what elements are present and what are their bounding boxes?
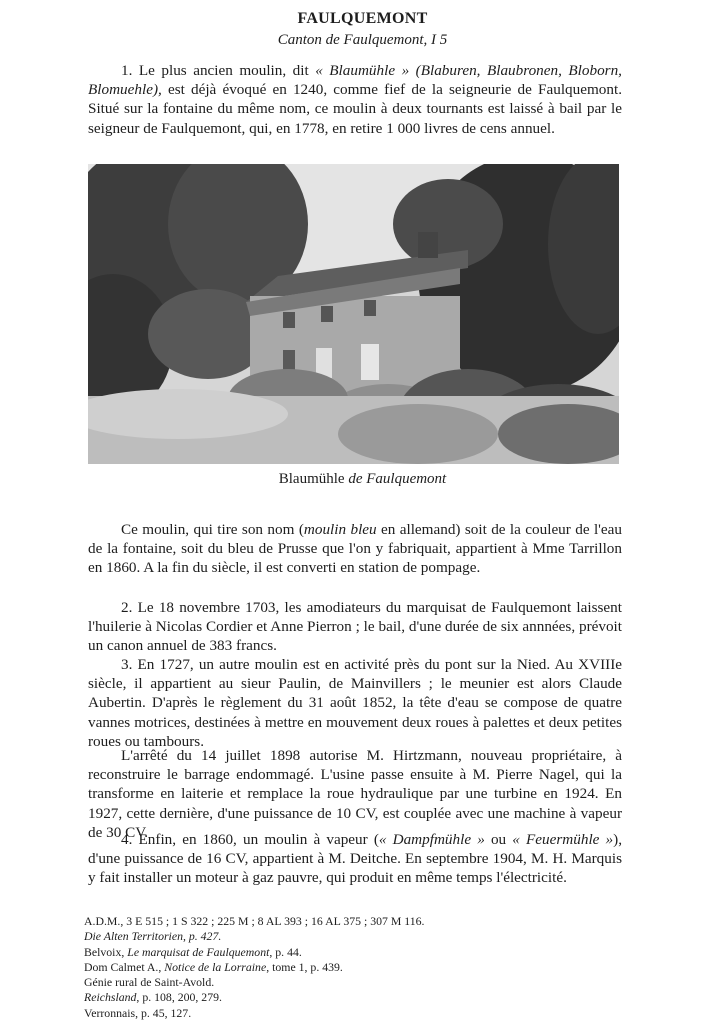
reference-5: Génie rural de Saint-Avold.: [84, 975, 215, 990]
reference-4-title: Notice de la Lorraine: [164, 959, 267, 974]
reference-3: [84, 945, 624, 960]
reference-4-page: , tome 1, p. 439.: [266, 959, 343, 974]
paragraph-6-dampfmuhle: « Dampfmühle »: [378, 831, 485, 848]
reference-7: Verronnais, p. 45, 127.: [84, 1005, 192, 1020]
paragraph-6-feuermuhle: « Feuermühle »: [512, 831, 614, 848]
paragraph-1-text-c: est déjà évoqué en 1240, comme fief de la seigneurie de Faulquemont. Situé sur la fontaine du même nom, ce moulin à deux tournants est laissé à bail par le seigneur de Faulquemont, qui, en 1778, en retire 1 000 livres de cens annuel.: [88, 81, 622, 137]
paragraph-5: L'arrêté du 14 juillet 1898 autorise M. Hirtzmann, nouveau propriétaire, à reconstruire le barrage endommagé. L'usine passe ensuite à M. Pierre Nagel, qui la transforme en laiterie et remplace la roue hydraulique par une turbine en 1924. En 1927, cette dernière, d'une puissance de 10 CV, est couplée avec une machine à vapeur de 30 CV.: [88, 747, 622, 841]
reference-1: A.D.M., 3 E 515 ; 1 S 322 ; 225 M ; 8 AL 393 ; 16 AL 375 ; 307 M 116.: [84, 914, 425, 928]
references-list: [84, 914, 624, 1021]
page-title: FAULQUEMONT: [297, 10, 428, 27]
paragraph-4: 3. En 1727, un autre moulin est en activité près du pont sur la Nied. Au XVIIIe siècle, il appartient au sieur Paulin, de Mainvillers ; le meunier est alors Claude Aubertin. D'après le règlement du 31 août 1852, la tête d'eau se compose de quatre vannes motrices, destinées à mettre en mouvement deux roues à palettes et deux petites roues ou tambours.: [88, 656, 622, 750]
paragraph-6-text-a: 4. Enfin, en 1860, un moulin à vapeur (: [121, 831, 379, 848]
paragraph-6-text-c: ou: [484, 831, 513, 848]
paragraph-2-italic: moulin bleu: [303, 521, 377, 538]
blaumuhle-photo: [88, 164, 619, 464]
paragraph-2-text-c: en allemand) soit de la couleur de l'eau de la fontaine, soit du bleu de Prusse que l'on y fabriquait, appartient à Mme Tarrillon en 1860. A la fin du siècle, il est converti en station de pompage.: [88, 521, 622, 577]
page-subtitle: Canton de Faulquemont, I 5: [277, 32, 448, 48]
photo-caption: [0, 471, 725, 488]
reference-3-author: Belvoix,: [84, 944, 128, 959]
reference-6-title: Reichsland: [84, 990, 137, 1005]
paragraph-2-text-a: Ce moulin, qui tire son nom (: [121, 521, 304, 538]
mill-photograph: [88, 164, 619, 464]
paragraph-2: [88, 520, 622, 578]
paragraph-1-mill-names: « Blaumühle » (Blaburen, Blaubronen, Bloborn, Blomuehle),: [88, 62, 622, 99]
reference-4: [84, 960, 624, 975]
caption-name: Blaumühle: [278, 471, 345, 487]
reference-6: [84, 990, 624, 1005]
reference-2: Die Alten Territorien, p. 427.: [84, 929, 222, 944]
reference-3-page: , p. 44.: [269, 944, 302, 959]
reference-4-author: Dom Calmet A.,: [84, 959, 165, 974]
caption-place: de Faulquemont: [344, 471, 447, 487]
reference-6-pages: , p. 108, 200, 279.: [136, 990, 222, 1005]
paragraph-1: [88, 61, 622, 138]
reference-3-title: Le marquisat de Faulquemont: [127, 944, 270, 959]
paragraph-1-text-a: 1. Le plus ancien moulin, dit: [121, 62, 316, 79]
paragraph-6-text-e: ), d'une puissance de 16 CV, appartient à M. Deitche. En septembre 1904, M. H. Marquis y fait installer un moteur à gaz pauvre, qui produit en même temps l'électricité.: [88, 831, 622, 887]
paragraph-6: [88, 830, 622, 888]
paragraph-3: 2. Le 18 novembre 1703, les amodiateurs du marquisat de Faulquemont laissent l'huilerie à Nicolas Cordier et Anne Pierron ; le bail, d'une durée de six annnées, prévoit un canon annuel de 383 francs.: [88, 599, 622, 655]
